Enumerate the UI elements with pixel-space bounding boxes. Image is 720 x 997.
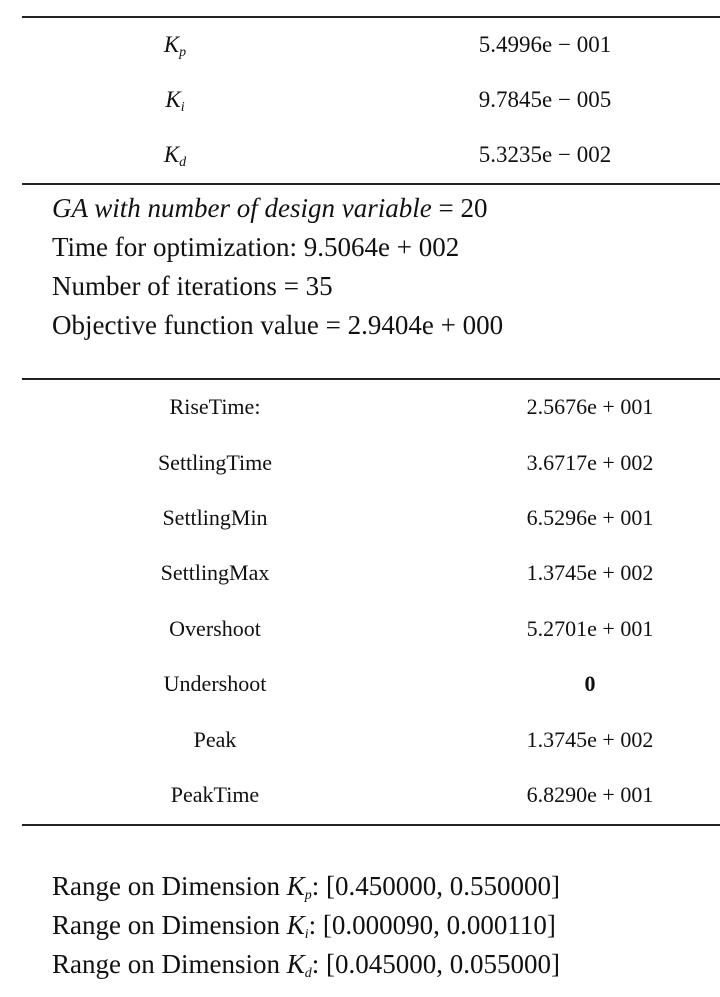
perf-label: RiseTime: xyxy=(169,394,261,419)
top-rule xyxy=(22,16,720,18)
range-ki: Range on Dimension $K_i$: [0.000090, 0.000110] xyxy=(52,910,556,942)
perf-label: PeakTime xyxy=(170,782,260,807)
perf-value: 1.3745e + 002 xyxy=(526,560,654,585)
gains-bottom-rule xyxy=(22,183,720,185)
ga-design-variables: GA with number of design variable = 20 xyxy=(52,193,488,223)
performance-top-rule xyxy=(22,378,720,380)
perf-label: SettlingTime xyxy=(157,450,273,475)
gain-kd-label: $K_d$ xyxy=(163,142,187,170)
gain-kp-label: $K_p$ xyxy=(163,32,187,60)
optimization-time: Time for optimization: 9.5064e + 002 xyxy=(52,232,460,262)
perf-label: Peak xyxy=(193,727,237,752)
gain-ki-label: $K_i$ xyxy=(165,87,185,115)
range-kp: Range on Dimension $K_p$: [0.450000, 0.550000] xyxy=(52,871,560,903)
range-kd: Range on Dimension $K_d$: [0.045000, 0.055000] xyxy=(52,949,560,981)
perf-label: Undershoot xyxy=(163,671,267,696)
perf-value: 6.5296e + 001 xyxy=(526,505,654,530)
perf-value: 6.8290e + 001 xyxy=(526,782,654,807)
gain-ki-value: 9.7845e − 005 xyxy=(478,87,612,112)
gain-kd-value: 5.3235e − 002 xyxy=(478,142,612,167)
objective-value: Objective function value = 2.9404e + 000 xyxy=(52,310,504,340)
perf-label: SettlingMax xyxy=(160,560,270,585)
perf-label: SettlingMin xyxy=(162,505,268,530)
iteration-count: Number of iterations = 35 xyxy=(52,271,333,301)
perf-value: 3.6717e + 002 xyxy=(526,450,654,475)
perf-label: Overshoot xyxy=(169,616,261,641)
perf-value: 5.2701e + 001 xyxy=(526,616,654,641)
perf-value: 1.3745e + 002 xyxy=(526,727,654,752)
perf-value: 0 xyxy=(584,671,596,696)
perf-value: 2.5676e + 001 xyxy=(526,394,654,419)
performance-bottom-rule xyxy=(22,824,720,826)
gain-kp-value: 5.4996e − 001 xyxy=(478,32,612,57)
